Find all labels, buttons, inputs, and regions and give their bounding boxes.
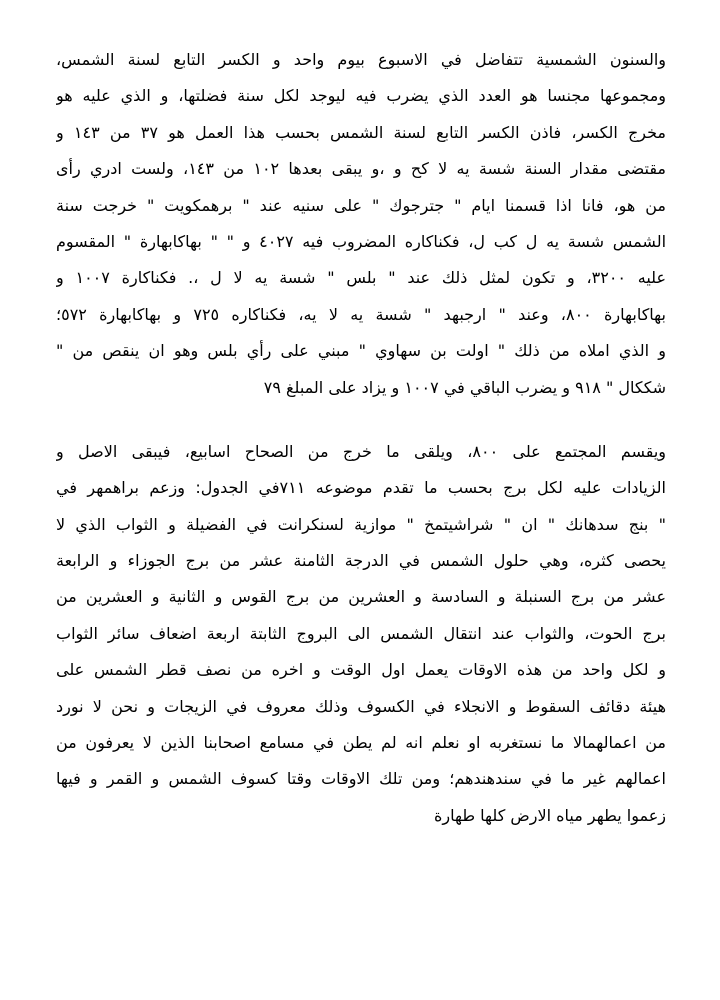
paragraph-1-line-5: من هو، فانا اذا قسمنا ايام " جترجوك " على سنيه عند " برهمكويت " خرجت سنة	[56, 195, 666, 215]
paragraph-2-line-10: اعمالهم غير ما في سندهندهم؛ ومن تلك الاوقات وقتا كسوف الشمس و القمر و فيها	[56, 769, 666, 789]
paragraph-2	[56, 434, 666, 834]
paragraph-2-line-1: ويقسم المجتمع على ٨٠٠، ويلقى ما خرج من الصحاح اسابيع، فيبقى الاصل و	[56, 441, 666, 461]
paragraph-2-line-4: يحصى كثره، وهي حلول الشمس في الدرجة الثامنة عشر من برج الجوزاء و الرابعة	[56, 551, 666, 571]
paragraph-1-line-8: بهاكابهارة ٨٠٠، وعند " ارجبهد " شسة يه لا يه، فكناكاره ٧٢٥ و بهاكابهارة ٥٧٢؛	[56, 304, 666, 324]
paragraph-1-line-4: مقتضى مقدار السنة شسة يه لا كح و ،و يبقى بعدها ١٠٢ من ١٤٣، ولست ادري رأى	[56, 159, 666, 179]
paragraph-1	[56, 42, 666, 406]
paragraph-1-line-7: عليه ٣٢٠٠، و تكون لمثل ذلك عند " بلس " شسة يه لا ل ،. فكناكارة ١٠٠٧ و	[56, 268, 666, 288]
paragraph-2-line-2: الزيادات عليه لكل برج بحسب ما تقدم موضوعه ٧١١في الجدول: وزعم براهمهر في	[56, 478, 666, 498]
document-page	[56, 42, 666, 834]
paragraph-1-line-3: مخرج الكسر، فاذن الكسر التابع لسنة الشمس بحسب هذا العمل هو ٣٧ من ١٤٣ و	[56, 122, 666, 142]
paragraph-1-line-1: والسنون الشمسية تتفاضل في الاسبوع بيوم واحد و الكسر التابع لسنة الشمس،	[56, 50, 666, 69]
paragraph-1-line-10: شككال " ٩١٨ و يضرب الباقي في ١٠٠٧ و يزاد على المبلغ ٧٩	[263, 377, 666, 397]
paragraph-1-line-6: الشمس شسة يه ل كب ل، فكناكاره المضروب فيه ٤٠٢٧ و " " بهاكابهارة " المقسوم	[56, 231, 666, 251]
paragraph-spacer	[56, 406, 666, 434]
paragraph-1-line-9: و الذي املاه من ذلك " اولت بن سهاوي " مبني على رأي بلس وهو ان ينقص من "	[56, 341, 666, 361]
paragraph-2-line-11: زعموا يطهر مياه الارض كلها طهارة	[434, 805, 666, 825]
paragraph-2-line-3: " بنج سدهانك " ان " شراشيتمخ " موازية لسنكرانت في الفضيلة و الثواب الذي لا	[56, 514, 666, 534]
paragraph-2-line-6: برج الحوت، والثواب عند انتقال الشمس الى البروج الثابتة اربعة اضعاف سائر الثواب	[56, 623, 666, 643]
paragraph-2-line-5: عشر من برج السنبلة و السادسة و العشرين من برج القوس و الثانية و العشرين من	[56, 587, 666, 607]
paragraph-2-line-8: هيئة دقائف السقوط و الانجلاء في الكسوف وذلك معروف في الزيجات و نحن لا نورد	[56, 696, 666, 716]
paragraph-2-line-7: و لكل واحد من هذه الاوقات يعمل اول الوقت و اخره من نصف قطر الشمس على	[56, 660, 666, 680]
paragraph-1-line-2: ومجموعها مجنسا هو العدد الذي يضرب فيه ليوجد لكل سنة فضلتها، و الذي عليه هو	[56, 86, 666, 106]
paragraph-2-line-9: من اعمالهمالا ما نستغربه او نعلم انه لم يطن في مسامع اصحابنا الذين لا يعرفون من	[56, 733, 666, 753]
